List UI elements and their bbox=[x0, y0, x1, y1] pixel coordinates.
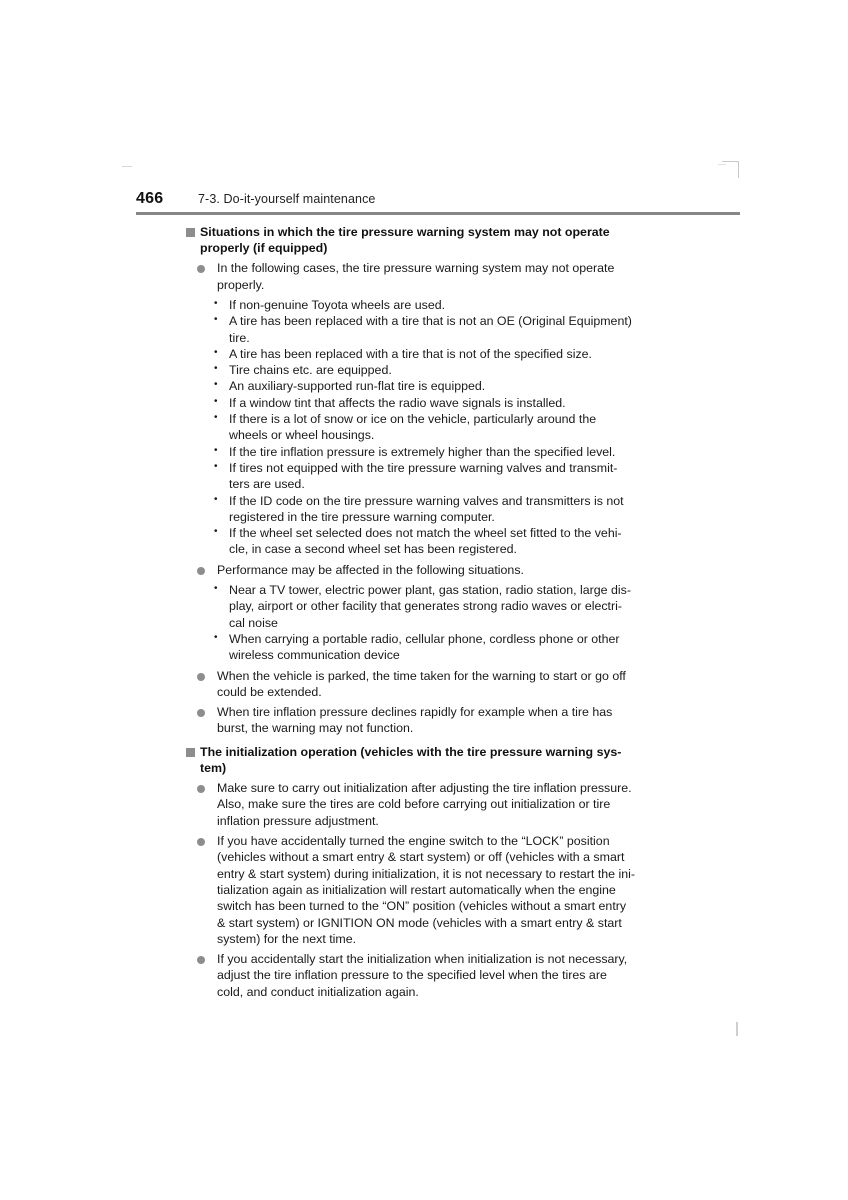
list-item bbox=[213, 411, 666, 444]
list-item bbox=[213, 395, 666, 411]
list-item-line: • If non-genuine Toyota wheels are used. bbox=[229, 298, 446, 312]
list-item-line: Performance may be affected in the following situations. bbox=[217, 562, 524, 577]
list-item bbox=[213, 297, 666, 313]
list-item-line: • If a window tint that affects the radio wave signals is installed. bbox=[229, 395, 566, 410]
crop-mark-top-right-icon bbox=[722, 161, 739, 178]
list-item-line: play, airport or other facility that generates strong radio waves or electri- bbox=[229, 599, 623, 614]
list-item-line: • If tires not equipped with the tire pressure warning valves and transmit- bbox=[229, 460, 618, 475]
list-item-line: cal noise bbox=[229, 615, 278, 630]
list-item-line: switch has been turned to the “ON” position (vehicles without a smart entry bbox=[217, 899, 627, 914]
list-item-line: • A tire has been replaced with a tire that is not of the specified size. bbox=[229, 346, 592, 361]
section-heading-line: The initialization operation (vehicles with the tire pressure warning sys- bbox=[200, 744, 622, 759]
list-item-line: • An auxiliary-supported run-flat tire is equipped. bbox=[229, 379, 486, 394]
list-item-line: If you accidentally start the initialization when initialization is not necessary, bbox=[217, 952, 628, 967]
list-item-line: • If the wheel set selected does not match the wheel set fitted to the vehi- bbox=[229, 526, 622, 541]
list-item-line: Also, make sure the tires are cold before carrying out initialization or tire bbox=[217, 797, 611, 812]
list-item-line: ters are used. bbox=[229, 477, 305, 492]
list-item-line: • If there is a lot of snow or ice on the vehicle, particularly around the bbox=[229, 412, 597, 427]
list-item-line: inflation pressure adjustment. bbox=[217, 813, 379, 828]
list-item bbox=[213, 346, 666, 362]
list-item-line: • If the tire inflation pressure is extremely higher than the specified level. bbox=[229, 444, 616, 459]
list-item-line: • A tire has been replaced with a tire that is not an OE (Original Equipment) bbox=[229, 314, 632, 329]
list-item bbox=[197, 704, 666, 737]
list-item-line: & start system) or IGNITION ON mode (vehicles with a smart entry & start bbox=[217, 915, 622, 930]
list-item bbox=[197, 668, 666, 701]
list-item bbox=[213, 378, 666, 394]
section-heading-line: properly (if equipped) bbox=[200, 241, 328, 256]
list-item-line: If you have accidentally turned the engine switch to the “LOCK” position bbox=[217, 834, 610, 849]
list-item-line: • Tire chains etc. are equipped. bbox=[229, 363, 392, 378]
page-content bbox=[186, 224, 666, 1000]
page-number: 466 bbox=[136, 190, 164, 207]
crop-mark-top-left-icon bbox=[122, 166, 132, 167]
list-item-line: When the vehicle is parked, the time taken for the warning to start or go off bbox=[217, 668, 626, 683]
list-item-line: (vehicles without a smart entry & start system) or off (vehicles with a smart bbox=[217, 850, 625, 865]
section-heading bbox=[186, 224, 666, 256]
header-divider bbox=[136, 212, 740, 215]
crop-mark-bottom-right-icon bbox=[736, 1022, 738, 1036]
list-item-line: system) for the next time. bbox=[217, 931, 357, 946]
list-item bbox=[213, 460, 666, 493]
list-item-line: wheels or wheel housings. bbox=[229, 428, 375, 443]
list-item-line: burst, the warning may not function. bbox=[217, 721, 414, 736]
list-item bbox=[213, 582, 666, 631]
list-item-line: • If the ID code on the tire pressure warning valves and transmitters is not bbox=[229, 493, 624, 508]
list-item-line: When tire inflation pressure declines rapidly for example when a tire has bbox=[217, 705, 613, 720]
section-spacer bbox=[186, 737, 666, 744]
section-heading-line: Situations in which the tire pressure warning system may not operate bbox=[200, 225, 610, 239]
list-item bbox=[213, 525, 666, 558]
list-item bbox=[197, 562, 666, 578]
section-heading-line: tem) bbox=[200, 760, 227, 775]
list-item-line: • Near a TV tower, electric power plant, gas station, radio station, large dis- bbox=[229, 583, 631, 598]
header-section-title: 7-3. Do-it-yourself maintenance bbox=[198, 192, 376, 206]
list-item bbox=[213, 313, 666, 346]
list-item bbox=[213, 493, 666, 526]
list-item bbox=[197, 260, 666, 293]
list-item bbox=[197, 780, 666, 829]
list-item-line: registered in the tire pressure warning computer. bbox=[229, 509, 495, 524]
list-item-line: properly. bbox=[217, 277, 265, 292]
list-item-line: adjust the tire inflation pressure to the specified level when the tires are bbox=[217, 968, 607, 983]
list-item-line: tialization again as initialization will restart automatically when the engine bbox=[217, 882, 616, 897]
list-item-line: entry & start system) during initialization, it is not necessary to restart the ini- bbox=[217, 866, 636, 881]
list-item bbox=[213, 631, 666, 664]
list-item bbox=[197, 833, 666, 947]
list-item-line: cle, in case a second wheel set has been registered. bbox=[229, 542, 517, 557]
list-item bbox=[213, 362, 666, 378]
list-item-line: In the following cases, the tire pressure warning system may not operate bbox=[217, 261, 615, 276]
list-item-line: cold, and conduct initialization again. bbox=[217, 984, 419, 999]
list-item-line: Make sure to carry out initialization after adjusting the tire inflation pressure. bbox=[217, 781, 632, 796]
section-heading bbox=[186, 744, 666, 776]
list-item-line: tire. bbox=[229, 330, 250, 345]
list-item-line: could be extended. bbox=[217, 684, 322, 699]
running-header bbox=[136, 190, 740, 208]
list-item bbox=[197, 951, 666, 1000]
list-item-line: wireless communication device bbox=[229, 648, 400, 663]
list-item bbox=[213, 444, 666, 460]
list-item-line: • When carrying a portable radio, cellular phone, cordless phone or other bbox=[229, 631, 620, 646]
